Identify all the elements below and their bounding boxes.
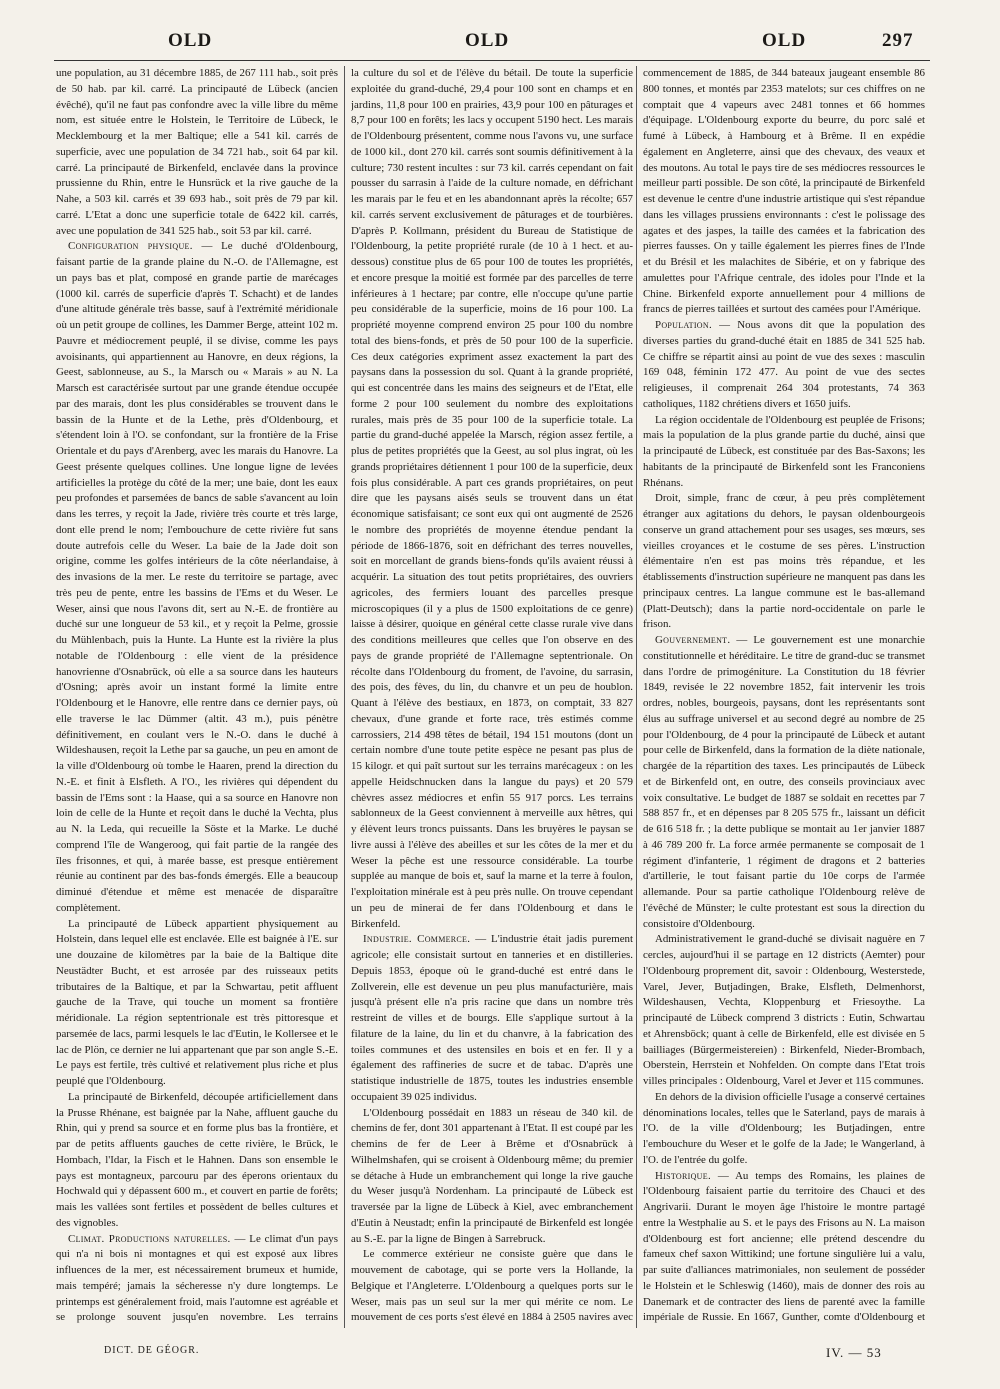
paragraph: Population. — Nous avons dit que la population des diverses parties du grand-duché était en 1885 de 341 525 hab. Ce chiffre se répartit ainsi au point de vue des sexes : masculin 169 048, féminin 172 477. Au point de vue des sectes religieuses, il comprenait 264 304 protestants, 74 363 catholiques, 1182 chrétiens divers et 1650 juifs. <box>643 319 925 410</box>
running-head-left: OLD <box>168 30 213 51</box>
paragraph: commencement de 1885, de 344 bateaux jaugeant ensemble 86 800 tonnes, et montés par 2353 matelots; sur ces chiffres on ne comptait que 4 vapeurs avec 2481 tonnes et 66 hommes d'équipage. L'Oldenbourg exporte du beurre, du porc salé et fumé à Lübeck, à Hambourg et à Brême. Il en expédie également en Angleterre, ainsi que des chevaux, des veaux et des moutons. Au total le pays tire de ses médiocres ressources le meilleur parti possible. De son côté, la principauté de Birkenfeld est devenue le centre d'une industrie artistique qui s'est répandue dans les villages prussiens environnants : c'est le polissage des agates et des jaspes, la taille des camées et la fabrication des pierres fausses. On y taille également les pierres fines de l'Inde et du Brésil et les malachites de Sibérie, et on y fabrique des amulettes pour l'Afrique centrale, des idoles pour l'Inde et la Chine. Birkenfeld exporte annuellement pour 4 millions de francs de pierres taillées et surtout des camées pour l'Amérique. <box>643 67 925 316</box>
paragraph: Climat. Productions naturelles. — Le climat d'un pays qui n'a ni bois ni montagnes et qui est exposé aux libres influences de la mer, est nécessairement brumeux et humide, mais tempéré; jamais la sécheresse n'y dure longtemps. Le printemps est généralement froid, mais l'automne est agréable et se prolonge souvent jusqu'en novembre. Les terrains <box>56 1232 338 1324</box>
paragraph: Droit, simple, franc de cœur, à peu près complètement étranger aux agitations du dehors, le paysan oldenbourgeois conserve un grand attachement pour ses usages, ses mœurs, ses vieilles croyances et le costume de ses pères. L'instruction élémentaire n'en est pas moins très répandue, et les établissements d'instruction supérieure ne manquent pas dans les principaux centres. La langue commune est le bas-allemand (Platt-Deutsch); dans la partie nord-occidentale on parle le frison. <box>643 492 925 631</box>
paragraph: Administrativement le grand-duché se divisait naguère en 7 cercles, aujourd'hui il se partage en 12 districts (Aemter) pour l'Oldenbourg proprement dit, savoir : Oldenbourg, Westerstede, Varel, Jever, Butjadingen, Brake, Elsfleth, Delmenhorst, Wildeshausen, Vechta, Kloppenburg et Friesoythe. La principauté de Lübeck comprend 3 districts : Eutin, Schwartau et Ahrensböck; quant à celle de Birkenfeld, elle est divisée en 5 bailliages (Bürgermeistereien) : Birkenfeld, Nieder-Brombach, Oberstein, Herrstein et Nohfelden. On compte dans l'Etat trois villes principales : Oldenbourg, Varel et Jever et 115 communes. <box>643 933 925 1087</box>
running-head-right: OLD <box>762 30 807 51</box>
text-column-1 <box>56 66 338 1328</box>
section-heading: Climat. Productions naturelles. <box>68 1232 231 1245</box>
column-divider <box>344 66 345 1328</box>
paragraph: La région occidentale de l'Oldenbourg est peuplée de Frisons; mais la population de la plus grande partie du duché, ainsi que la principauté de Lübeck, est constituée par des Bas-Saxons; les habitants de la principauté de Birkenfeld sont les Franconiens Rhénans. <box>643 413 925 489</box>
paragraph: L'Oldenbourg possédait en 1883 un réseau de 340 kil. de chemins de fer, dont 301 appartenant à l'Etat. Il est coupé par les chemins de fer de Leer à Brême et d'Osnabrück à Wilhelmshafen, qui se croisent à Oldenbourg même; du premier se détache à Hude un embranchement qui longe la rive gauche du Weser jusqu'à Nordenham. La principauté de Lübeck est traversée par la ligne de Lübeck à Kiel, avec embranchement d'Eutin à Neustadt; enfin la principauté de Birkenfeld est longée au S.-E. par la ligne de Bingen à Sarrebruck. <box>351 1106 633 1245</box>
page-number: 297 <box>882 30 914 51</box>
paragraph: Le commerce extérieur ne consiste guère que dans le mouvement de cabotage, qui se porte vers la Hollande, la Belgique et l'Angleterre. L'Oldenbourg a quelques ports sur le Weser, mais pas un seul sur la mer qui mérite ce nom. Le mouvement de ces ports s'est élevé en 1884 à 2505 navires avec <box>351 1248 633 1324</box>
paragraph: Gouvernement. — Le gouvernement est une monarchie constitutionnelle et héréditaire. Le titre de grand-duc se transmet dans l'ordre de primogéniture. La Constitution du 18 février 1849, revisée le 22 novembre 1852, fait intervenir les trois ordres, nobles, bourgeois, paysans, dont les représentants sont élus au suffrage universel et au second degré au nombre de 25 pour l'Oldenbourg, de 4 pour la principauté de Lübeck et autant pour celle de Birkenfeld, dans la formation de la diète nationale, chargée de la répartition des taxes. Les principautés de Lübeck et de Birkenfeld ont, en outre, des conseils provinciaux avec voix consultative. Le budget de 1887 se soldait en recettes par 7 588 857 fr., et en dépenses par 8 205 575 fr., laissant un déficit de 616 518 fr. ; la dette publique se montait au 1er janvier 1887 à 46 789 200 fr. La force armée permanente se composait de 1 régiment d'infanterie, 1 régiment de dragons et 2 batteries d'artillerie, le tout faisant partie du 10e corps de l'armée allemande. Pour sa partie catholique l'Oldenbourg relève de l'évêché de Münster; le culte protestant est sous la direction du consistoire d'Oldenbourg. <box>643 634 925 930</box>
text-column-3 <box>643 66 925 1328</box>
text-column-2 <box>351 66 633 1328</box>
paragraph: La principauté de Lübeck appartient physiquement au Holstein, dans lequel elle est enclavée. Elle est baignée à l'E. sur une douzaine de kilomètres par la baie de la Baltique dite Neustädter Bucht, et est arrosée par des ruisseaux petits tributaires de la Baltique, et par la Schwartau, petit affluent gauche de la Trave, qui touche un moment sa frontière méridionale. La région septentrionale est très pittoresque et parsemée de lacs, parmi lesquels le lac d'Eutin, le Kollersee et le lac de Plön, ce dernier ne lui appartenant que par son angle S.-E. Le pays est fertile, très cultivé et relativement plus riche et plus peuplé que l'Oldenbourg. <box>56 917 338 1087</box>
paragraph: Configuration physique. — Le duché d'Oldenbourg, faisant partie de la grande plaine du N.-O. de l'Allemagne, est un pays bas et plat, composé en grande partie de marécages (1000 kil. carrés de superficie d'après T. Schacht) et de landes d'une altitude générale très basse, sauf à l'extrémité méridionale où un petit groupe de collines, les Dammer Berge, atteint 102 m. Pauvre et médiocrement peuplé, il se divise, comme les pays avoisinants, qui appartiennent au Hanovre, en deux régions, la Geest, sablonneuse, au S., la Marsch ou « Marais » au N. La Marsch est caractérisée surtout par une grande étendue occupée par des marais, dont les plus considérables se trouvent dans le bassin de la Hunte et de la Lethe, près d'Oldenbourg, et s'étendent loin à l'O. se confondant, sur la frontière de la Frise Orientale et du pays d'Arenberg, avec les marais du Hanovre. La Geest présente quelques collines. Une longue ligne de levées artificielles la protège du côté de la mer; une baie, dont les eaux peu profondes et parsemées de bancs de sable s'avancent au loin dans les terres, y reçoit la Jade, rivière très courte et très large, dont elle prend le nom; l'embouchure de cette rivière fut sans doute autrefois celle du Weser. La baie de la Jade doit son origine, comme les golfes intérieurs de la côte néerlandaise, à des invasions de la mer. Le reste du territoire se partage, avec très peu de pente, entre les bassins de l'Ems et du Weser. Le Weser, ainsi que nous l'avons dit, sert au N.-E. de frontière au duché sur une longueur de 53 kil., et y reçoit la Pelme, grossie du Mühlenbach, puis la Hunte. La Hunte est la rivière la plus notable de l'Oldenbourg : elle vient de la présidence hanovrienne d'Osnabrück, où elle a sa source dans les hauteurs d'Osning; après avoir un instant formé la limite entre l'Oldenbourg et le Hanovre, elle rentre dans ce dernier pays, où elle traverse le lac Dümmer (altit. 43 m.), puis pénètre définitivement, en coulant vers le N.-O. dans le duché à Wildeshausen, reçoit la Lethe par sa gauche, un peu en amont de la ville d'Oldenbourg où tombe le Haaren, prend la direction du N.-E. et finit à Elsfleth. A l'O., les rivières qui dépendent du bassin de l'Ems sont : la Haase, qui a sa source en Hanovre non loin de celle de la Hunte et reçoit dans le duché la Vechta, plus au N. la Leda, qui recueille la Söste et la Marke. Le duché comprend l'île de Wangeroog, qui fait partie de la rangée des îles frisonnes, et qui, à marée basse, est presque entièrement réunie au continent par des bas-fonds émergés. Elle a beaucoup diminué d'étendue et même est menacée de disparaître complètement. <box>56 240 338 914</box>
paragraph: La principauté de Birkenfeld, découpée artificiellement dans la Prusse Rhénane, est baignée par la Nahe, affluent gauche du Rhin, qui y prend sa source et en forme plus bas la frontière, et par de petits affluents gauches de cette rivière, le Brück, le Hombach, l'Idar, la Fisch et le Hahnen. Dans son ensemble le pays est montagneux, parcouru par des éperons orientaux du Hochwald qui y dépassent 600 m., et couvert en partie de forêts; mais les vallées sont fertiles et possèdent de belles cultures et des vignobles. <box>56 1090 338 1229</box>
section-heading: Gouvernement. <box>655 634 731 646</box>
section-heading: Historique. <box>655 1169 711 1182</box>
section-heading: Population. <box>655 319 712 331</box>
paragraph: Industrie. Commerce. — L'industrie était jadis purement agricole; elle consistait surtout en tanneries et en distilleries. Depuis 1853, époque où le grand-duché est entré dans le Zollverein, elle est devenue un peu plus manufacturière, mais jusqu'à présent elle n'a pris racine que dans un nombre très restreint de villes et de bourgs. Elle s'applique surtout à la filature de la laine, du lin et du chanvre, à la fabrication des toiles communes et des ustensiles en bois et en fer. Il y a également des raffineries de sucre et de tabac. D'après une statistique industrielle de 1875, toutes les industries ensemble occupaient 39 025 individus. <box>351 933 633 1103</box>
header-rule <box>54 60 930 61</box>
section-heading: Industrie. Commerce. <box>363 933 471 946</box>
footer-sheet-number: IV. — 53 <box>826 1345 882 1360</box>
section-heading: Configuration physique. <box>68 240 193 253</box>
paragraph: une population, au 31 décembre 1885, de 267 111 hab., soit près de 50 hab. par kil. carré. La principauté de Lübeck (ancien évêché), qu'il ne faut pas confondre avec la ville libre du même nom, est située entre le Holstein, le Territoire de Lübeck, le Mecklembourg et la mer Baltique; elle a 541 kil. carrés de superficie, avec une population de 34 721 hab., soit 64 par kil. carré. La principauté de Birkenfeld, enclavée dans la province prussienne du Rhin, entre le Hunsrück et la rive gauche de la Nahe, a 503 kil. carrés et 39 693 hab., soit près de 79 par kil. carré. L'Etat a donc une superficie totale de 6422 kil. carrés, avec une population de 341 525 hab., soit 53 par kil. carré. <box>56 67 338 237</box>
running-head-center: OLD <box>465 30 510 51</box>
paragraph: la culture du sol et de l'élève du bétail. De toute la superficie exploitée du grand-duché, 29,4 pour 100 sont en champs et en jardins, 11,8 pour 100 en prairies, 43,9 pour 100 en pâturages et 8,7 pour 100 en forêts; les lacs y occupent 5190 hect. Les marais de l'Oldenbourg présentent, comme nous l'avons vu, une surface de 1000 kil., dont 270 kil. carrés sont soumis définitivement à la culture; 730 restent incultes : sur 73 kil. carrés cependant on fait pousser du sarrasin à l'aide de la culture nomade, en défrichant les marais par le feu et en les abandonnant après la récolte; 657 kil. carrés servent exclusivement de pâturages et de tourbières. D'après P. Kollmann, président du Bureau de Statistique de l'Oldenbourg, la petite propriété rurale (de 10 à 1 hect. et au-dessous) constitue plus de 65 pour 100 de toutes les propriétés, et encore presque la moitié est formée par des parcelles de terre inférieures à 1 hectare; par contre, elle n'occupe qu'une partie peu considérable de la superficie, moins de 16 pour 100. La propriété moyenne comprend environ 25 pour 100 du nombre total des biens-fonds, et près de 50 pour 100 de la superficie. Ces deux catégories expriment assez exactement la part des paysans dans la possession du sol. Quant à la grande propriété, qui est concentrée dans les mains des seigneurs et de l'Etat, elle forme 2 pour 100 seulement du nombre des exploitations rurales, mais près de 35 pour 100 de la superficie totale. La partie du grand-duché appelée la Marsch, région assez fertile, a plus de petites propriétés que la Geest, au sol plus ingrat, où les grands propriétaires détiennent 1 pour 100 de la superficie, deux fois plus considérable. A part ces grands propriétaires, on peut dire que les paysans aisés seuls se trouvent dans un état économique satisfaisant; ce sont eux qui ont augmenté de 2526 le nombre des propriétés de moyenne étendue pendant la période de 1866-1876, soit en défrichant des terres nouvelles, soit en morcellant de grands biens-fonds qu'ils avaient réussi à acquérir. La situation des tout petits propriétaires, des ouvriers agricoles, des fermiers louant des parcelles presque microscopiques (il y a plus de 1500 exploitations de ce genre) laisse à désirer, quoique en général cette classe rurale vive dans des conditions meilleures que celles que l'on observe en des pays de grande propriété de l'Allemagne septentrionale. On récolte dans l'Oldenbourg du froment, de l'avoine, du sarrasin, des pois, des fèves, du lin, du chanvre et un peu de houblon. Quant à l'élève des bestiaux, en 1873, on comptait, 33 827 chevaux, d'une grande et forte race, très estimés comme carrossiers, 214 498 têtes de bétail, 194 151 moutons (dont un certain nombre d'une toute petite espèce ne pesant pas plus de 15 kilogr. et qui paît surtout sur les terrains marécageux : on les appelle Heidschnucken dans la langue du pays) et 20 579 chèvres assez médiocres et enfin 55 917 porcs. Les terrains sablonneux de la Geest conviennent à merveille aux hêtres, qui y élèvent leurs troncs puissants. Dans les bruyères le paysan se livre aussi à l'élève des abeilles et sur les côtes de la mer et du Weser la pêche est une ressource considérable. La tourbe supplée au manque de bois et, sauf la marne et la terre à foulon, l'exploitation minérale est à peu près nulle. On trouve cependant un peu de minerai de fer dans l'Oldenbourg et dans le Birkenfeld. <box>351 67 633 930</box>
paragraph: En dehors de la division officielle l'usage a conservé certaines dénominations locales, telles que le Saterland, pays de marais à l'O. de la ville d'Oldenbourg; les Butjadingen, entre l'embouchure du Weser et le golfe de la Jade; le Wangerland, à l'O. de l'entrée du golfe. <box>643 1090 925 1166</box>
paragraph: Historique. — Au temps des Romains, les plaines de l'Oldenbourg faisaient partie du territoire des Chauci et des Angrivarii. Durant le moyen âge l'histoire le montre partagé entre la Westphalie au S. et le pays des Frisons au N. La maison d'Oldenbourg est fort ancienne; elle prétend descendre du fameux chef saxon Wittikind; une fortune singulière lui a valu, par suite d'alliances matrimoniales, non seulement de posséder le Holstein et le Schleswig (1460), mais de donner des rois au Danemark et de contracter des liens de parenté avec la famille impériale de Russie. En 1667, Gunther, comte d'Oldenbourg et <box>643 1169 925 1324</box>
footer-signature: DICT. DE GÉOGR. <box>104 1345 200 1356</box>
column-divider <box>636 66 637 1328</box>
